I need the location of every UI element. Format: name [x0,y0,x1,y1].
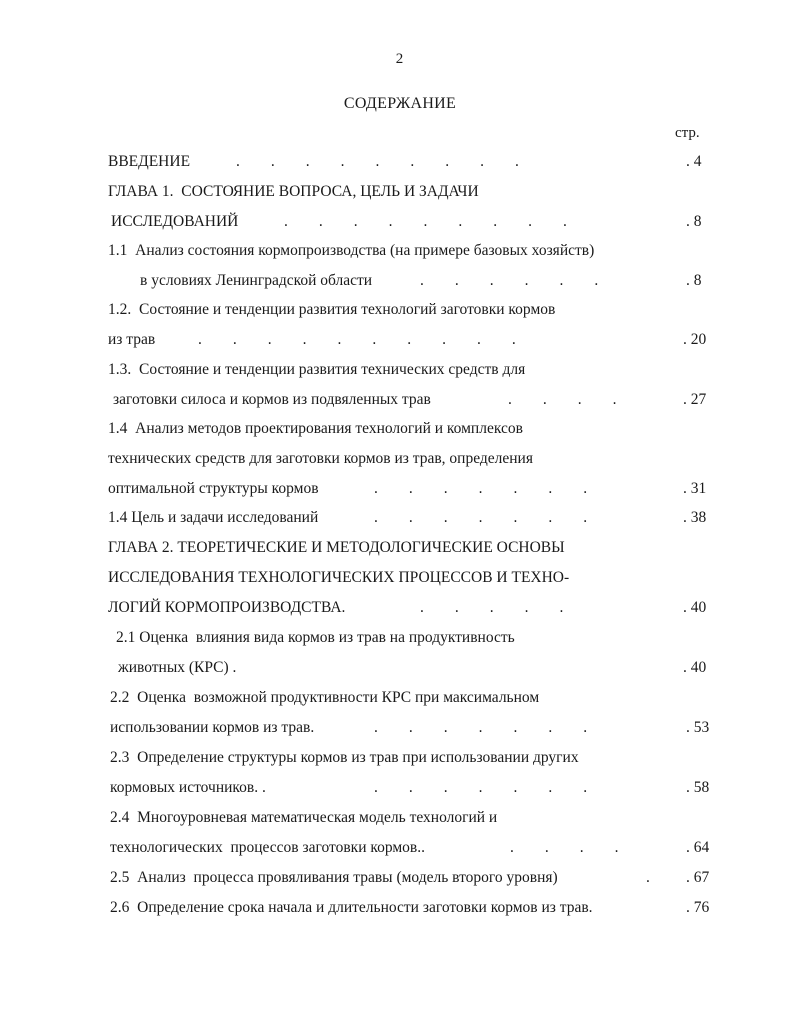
toc-page-number: . 8 [686,213,702,230]
toc-leader-dots: . [646,869,650,886]
toc-page-number: . 58 [686,779,710,796]
toc-entry-title: ИССЛЕДОВАНИЯ ТЕХНОЛОГИЧЕСКИХ ПРОЦЕССОВ И ТЕХНО- [108,569,570,586]
toc-leader-dots: . . . . . . . . . [284,213,567,230]
toc-entry-title: технологических процессов заготовки кормов.. [110,839,425,856]
toc-entry-title: 2.4 Многоуровневая математическая модель технологий и [110,809,498,826]
toc-entry-title: 2.6 Определение срока начала и длительности заготовки кормов из трав. [110,899,593,916]
toc-entry-title: животных (КРС) . [118,659,237,676]
toc-entry-title: 1.1 Анализ состояния кормопроизводства (на примере базовых хозяйств) [108,242,595,259]
toc-leader-dots: . . . . [508,391,617,408]
toc-entry-title: оптимальной структуры кормов [108,480,319,497]
toc-entry-title: из трав [108,331,156,348]
toc-leader-dots: . . . . . . [420,272,599,289]
toc-page-number: . 38 [683,509,707,526]
page-column-header: стр. [675,125,700,141]
toc-leader-dots: . . . . [510,839,619,856]
toc-entry-title: ВВЕДЕНИЕ [108,153,191,170]
toc-leader-dots: . . . . . . . [374,719,588,736]
toc-entry-title: ИССЛЕДОВАНИЙ [111,213,239,230]
page-number: 2 [395,51,404,67]
toc-entry-title: 1.2. Состояние и тенденции развития технологий заготовки кормов [108,301,556,318]
toc-page-number: . 64 [686,839,710,856]
toc-page-number: . 53 [686,719,710,736]
toc-page-number: . 40 [683,599,707,616]
toc-entry-title: заготовки силоса и кормов из подвяленных трав [113,391,431,408]
toc-entry-title: использовании кормов из трав. [110,719,315,736]
toc-entry-title: ГЛАВА 1. СОСТОЯНИЕ ВОПРОСА, ЦЕЛЬ И ЗАДАЧИ [108,183,479,200]
toc-leader-dots: . . . . . . . . . . [198,331,516,348]
toc-entry-title: 2.2 Оценка возможной продуктивности КРС при максимальном [110,689,540,706]
toc-leader-dots: . . . . . [420,599,564,616]
toc-leader-dots: . . . . . . . [374,509,588,526]
toc-entry-title: 2.5 Анализ процесса провяливания травы (модель второго уровня) [110,869,558,886]
toc-entry-title: 1.3. Состояние и тенденции развития технических средств для [108,361,526,378]
toc-entry-title: 1.4 Анализ методов проектирования технологий и комплексов [108,420,523,437]
toc-entry-title: ЛОГИЙ КОРМОПРОИЗВОДСТВА. [108,599,346,616]
toc-page-number: . 31 [683,480,707,497]
toc-page-number: . 8 [686,272,702,289]
toc-entry-title: 2.3 Определение структуры кормов из трав при использовании других [110,749,579,766]
toc-page-number: . 20 [683,331,707,348]
toc-entry-title: технических средств для заготовки кормов из трав, определения [108,450,533,467]
toc-page-number: . 76 [686,899,710,916]
toc-entry-title: 2.1 Оценка влияния вида кормов из трав на продуктивность [116,629,515,646]
toc-entry-title: в условиях Ленинградской области [140,272,373,289]
toc-entry-title: ГЛАВА 2. ТЕОРЕТИЧЕСКИЕ И МЕТОДОЛОГИЧЕСКИЕ ОСНОВЫ [108,539,565,556]
toc-entry-title: кормовых источников. . [110,779,266,796]
toc-page-number: . 4 [686,153,702,170]
toc-leader-dots: . . . . . . . . . [236,153,519,170]
page-title: СОДЕРЖАНИЕ [343,95,457,112]
toc-leader-dots: . . . . . . . [374,779,588,796]
toc-page-number: . 67 [686,869,710,886]
toc-page-number: . 40 [683,659,707,676]
toc-leader-dots: . . . . . . . [374,480,588,497]
toc-entry-title: 1.4 Цель и задачи исследований [108,509,319,526]
toc-page-number: . 27 [683,391,707,408]
